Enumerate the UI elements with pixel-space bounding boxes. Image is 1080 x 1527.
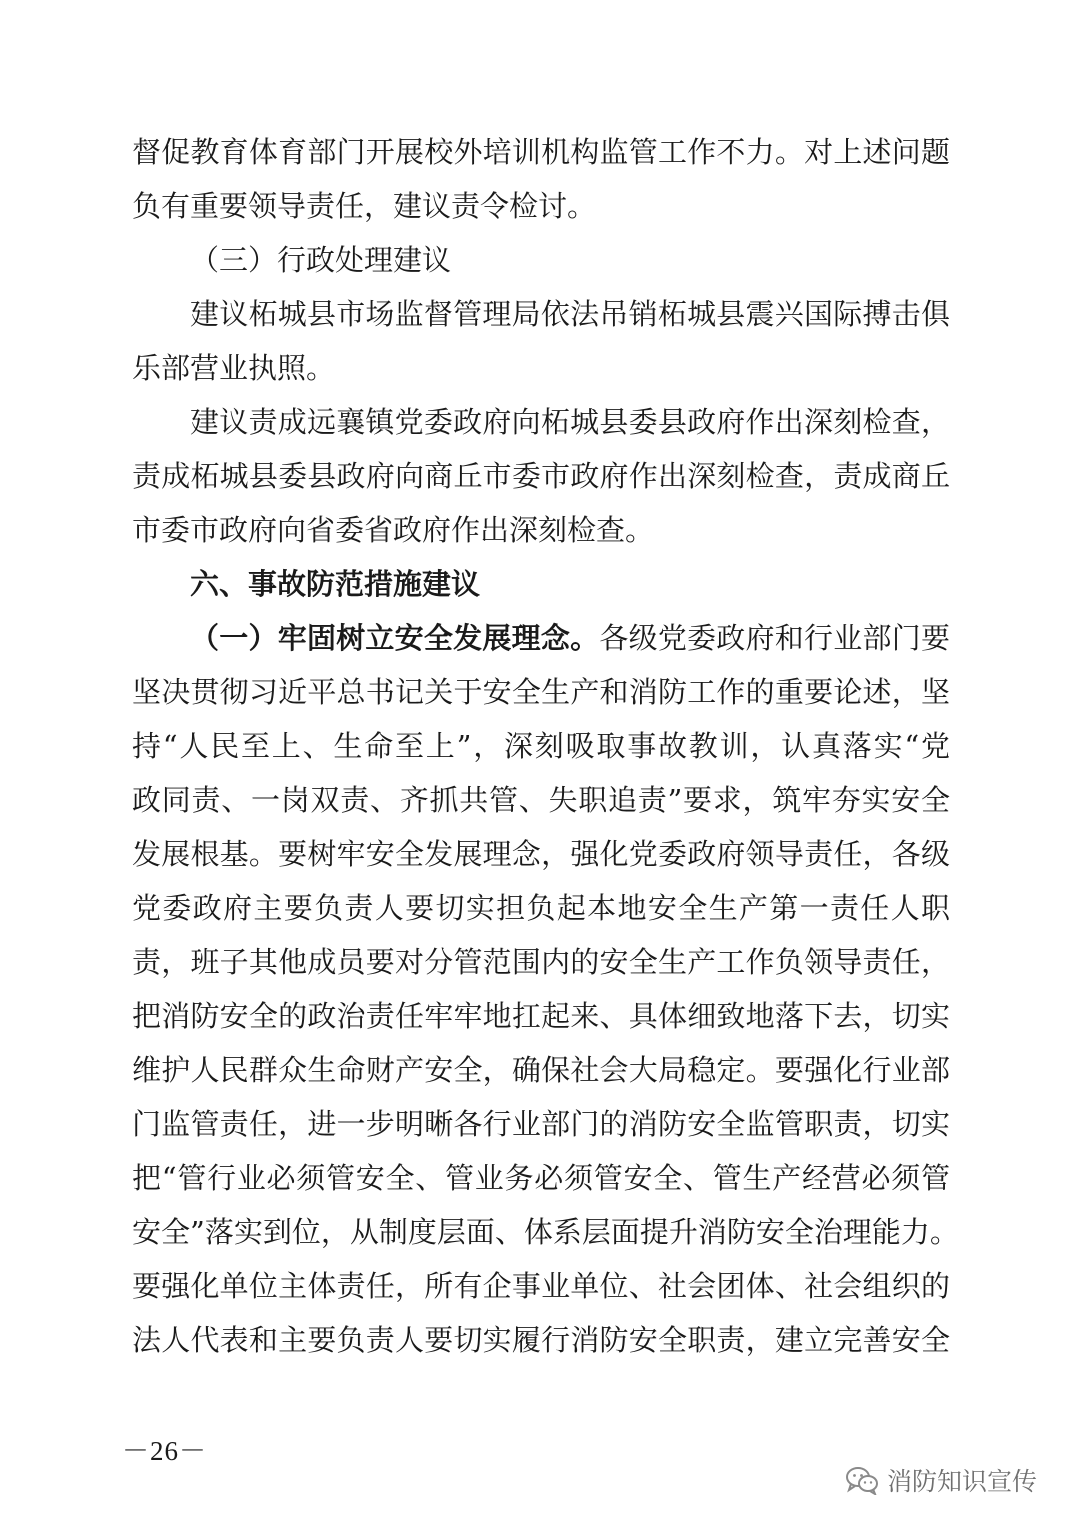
paragraph-text: 各级党委政府和行业部门要 bbox=[599, 621, 950, 655]
paragraph-line: 政同责、一岗双责、齐抓共管、失职追责”要求，筑牢夯实安全 bbox=[132, 783, 950, 817]
watermark-text: 消防知识宣传 bbox=[887, 1467, 1038, 1496]
paragraph-line: 安全”落实到位，从制度层面、体系层面提升消防安全治理能力。 bbox=[132, 1215, 959, 1249]
paragraph-line: 负有重要领导责任，建议责令检讨。 bbox=[132, 189, 597, 223]
paragraph-line: 建议责成远襄镇党委政府向柘城县委县政府作出深刻检查， bbox=[190, 405, 950, 439]
paragraph-line: 把消防安全的政治责任牢牢地扛起来、具体细致地落下去，切实 bbox=[132, 999, 950, 1033]
paragraph-line: 要强化单位主体责任，所有企事业单位、社会团体、社会组织的 bbox=[132, 1269, 950, 1303]
paragraph-line: 建议柘城县市场监督管理局依法吊销柘城县震兴国际搏击俱 bbox=[190, 297, 950, 331]
page-number: －26－ bbox=[122, 1436, 207, 1466]
paragraph-line bbox=[190, 618, 950, 658]
paragraph-line: 督促教育体育部门开展校外培训机构监管工作不力。对上述问题 bbox=[132, 135, 950, 169]
wechat-icon bbox=[845, 1465, 879, 1495]
paragraph-line: 乐部营业执照。 bbox=[132, 351, 336, 385]
paragraph-line: 党委政府主要负责人要切实担负起本地安全生产第一责任人职 bbox=[132, 891, 950, 925]
paragraph-line: 维护人民群众生命财产安全，确保社会大局稳定。要强化行业部 bbox=[132, 1053, 950, 1087]
watermark bbox=[845, 1460, 1037, 1500]
chapter-heading: 六、事故防范措施建议 bbox=[190, 567, 481, 601]
paragraph-line: 持“人民至上、生命至上”，深刻吸取事故教训，认真落实“党 bbox=[132, 729, 950, 763]
paragraph-line: 市委市政府向省委省政府作出深刻检查。 bbox=[132, 513, 655, 547]
measure-heading: （一）牢固树立安全发展理念。 bbox=[190, 621, 600, 655]
paragraph-line: 责，班子其他成员要对分管范围内的安全生产工作负领导责任， bbox=[132, 945, 950, 979]
paragraph-line: 法人代表和主要负责人要切实履行消防安全职责，建立完善安全 bbox=[132, 1323, 950, 1357]
section-heading: （三）行政处理建议 bbox=[190, 243, 452, 277]
paragraph-line: 坚决贯彻习近平总书记关于安全生产和消防工作的重要论述，坚 bbox=[132, 675, 950, 709]
paragraph-line: 把“管行业必须管安全、管业务必须管安全、管生产经营必须管 bbox=[132, 1161, 950, 1195]
paragraph-line: 责成柘城县委县政府向商丘市委市政府作出深刻检查，责成商丘 bbox=[132, 459, 950, 493]
paragraph-line: 发展根基。要树牢安全发展理念，强化党委政府领导责任，各级 bbox=[132, 837, 950, 871]
paragraph-line: 门监管责任，进一步明晰各行业部门的消防安全监管职责，切实 bbox=[132, 1107, 950, 1141]
